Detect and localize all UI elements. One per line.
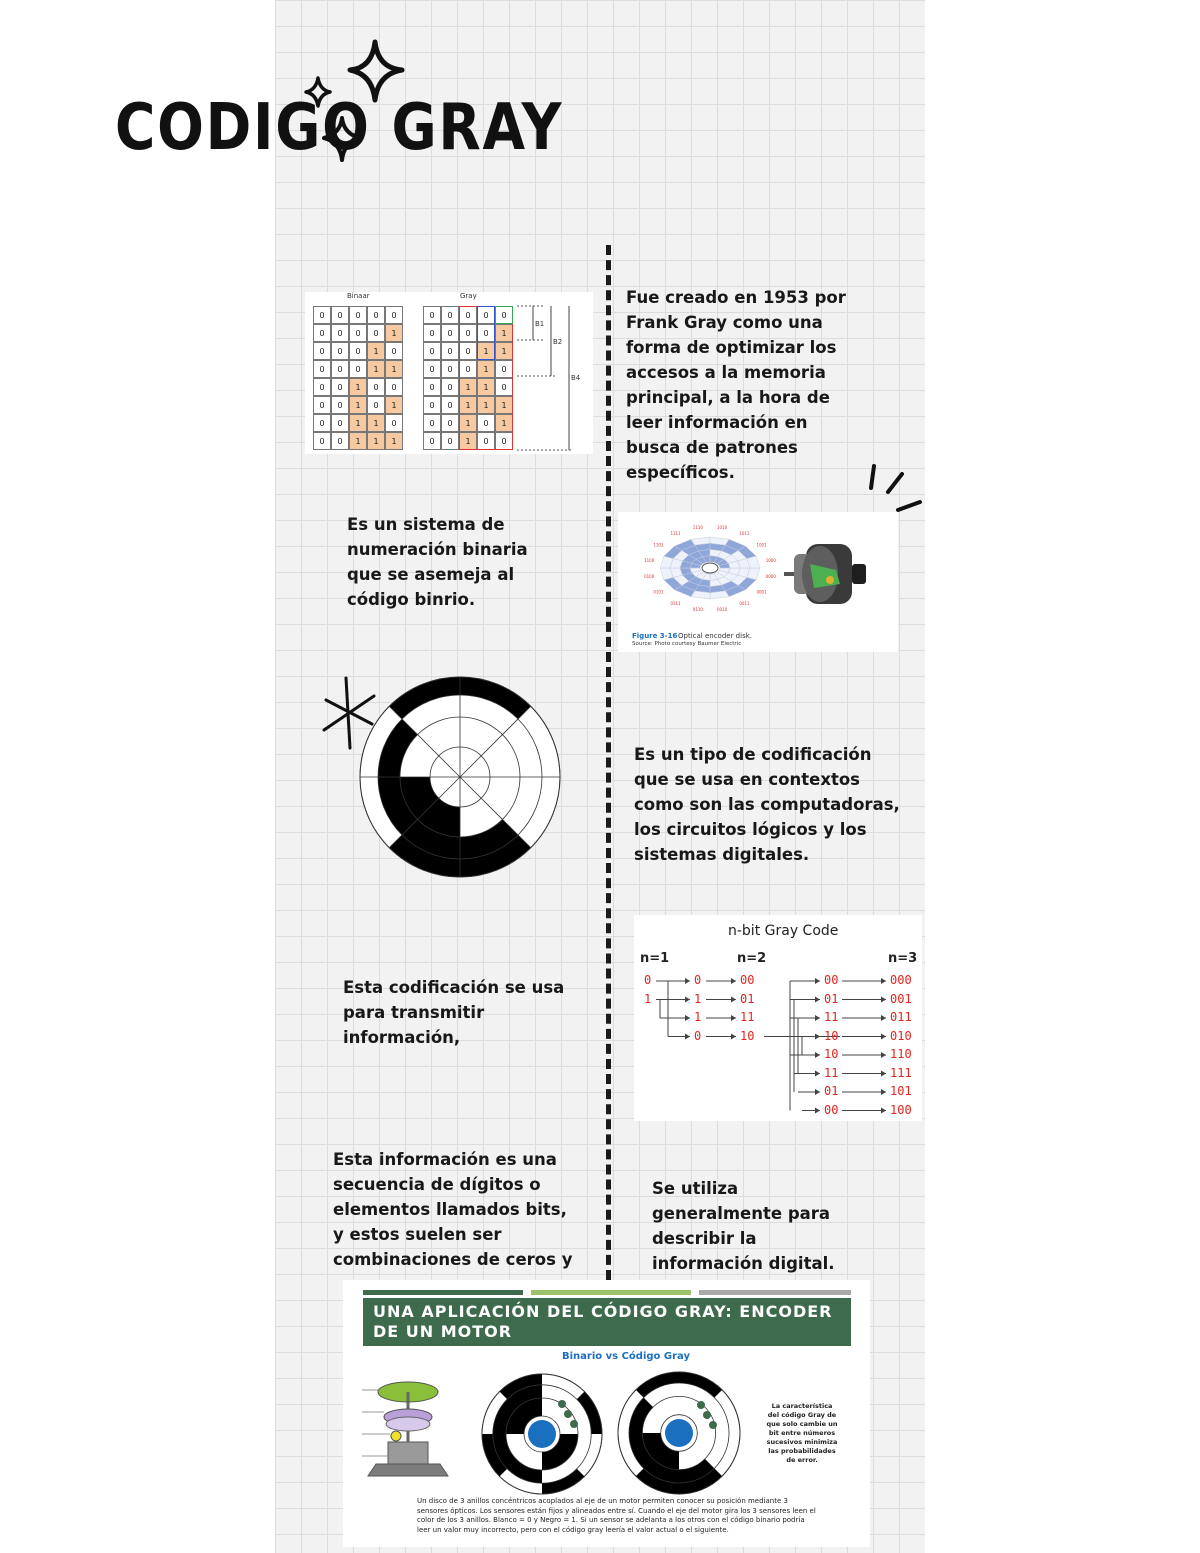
- gray-cell: 0: [459, 324, 477, 342]
- binary-cell: 1: [367, 432, 385, 450]
- binary-label: Binaar: [347, 292, 370, 300]
- connector-arrow: [815, 1052, 820, 1058]
- connector-arrow: [815, 1015, 820, 1021]
- n3-output-value: 001: [890, 991, 912, 1006]
- gray-cell: 1: [459, 432, 477, 450]
- n3-output-value: 110: [890, 1047, 912, 1061]
- connector-arrow: [731, 997, 736, 1003]
- connector-arrow: [881, 1034, 886, 1040]
- bits-paragraph: Esta información es una secuencia de dígitos o elementos llamados bits, y estos suelen ser combinaciones de ceros y: [333, 1150, 573, 1269]
- gray-cell: 0: [423, 360, 441, 378]
- encoder-code-label: 1101: [653, 542, 664, 548]
- encoder-code-label: 0100: [644, 574, 655, 580]
- gray-cell: 0: [423, 324, 441, 342]
- gray-cell: 0: [423, 378, 441, 396]
- encoder-code-label: 1100: [644, 557, 655, 563]
- gray-cell: 1: [477, 342, 495, 360]
- application-banner: UNA APLICACIÓN DEL CÓDIGO GRAY: ENCODER DE UN MOTOR: [363, 1298, 851, 1346]
- binary-disk: [480, 1372, 604, 1496]
- definition-paragraph: Es un sistema de numeración binaria que se asemeja al código binrio.: [347, 515, 528, 609]
- n3-input-value: 11: [824, 1065, 839, 1080]
- gray-cell: 1: [459, 396, 477, 414]
- gray-chart-connectors: [634, 915, 922, 1121]
- bar-green: [363, 1290, 523, 1295]
- header-n3: n=3: [888, 951, 918, 966]
- binary-cell: 1: [385, 432, 403, 450]
- n3-output-value: 010: [890, 1028, 912, 1043]
- gray-code-disk: [358, 675, 562, 879]
- encoder-code-label: 1011: [739, 531, 750, 537]
- encoder-disk: [618, 512, 898, 652]
- encoder-hub: [702, 563, 718, 573]
- bracket-b4: B4: [571, 374, 581, 382]
- connector-arrow: [881, 1052, 886, 1058]
- n2-input-value: 0: [694, 1028, 702, 1043]
- connector-arrow: [685, 978, 690, 984]
- bar-lightgreen: [531, 1290, 691, 1295]
- gray-cell: 0: [495, 306, 513, 324]
- binary-cell: 0: [313, 360, 331, 378]
- n-bit-gray-code-chart: [634, 915, 922, 1121]
- n2-input-value: 1: [694, 991, 702, 1006]
- connector-arrow: [685, 1034, 690, 1040]
- connector-arrow: [881, 1089, 886, 1095]
- gray-cell: 0: [477, 306, 495, 324]
- connector-arrow: [881, 1015, 886, 1021]
- encoder-code-label: 0010: [717, 607, 728, 613]
- sensor-dot: [558, 1400, 566, 1408]
- gray-cell: 0: [495, 360, 513, 378]
- binary-cell: 0: [349, 306, 367, 324]
- gray-label: Gray: [460, 292, 477, 300]
- encoder-caption-title: Figure 3-16: [632, 632, 678, 640]
- binary-cell: 1: [367, 342, 385, 360]
- gray-cell: 0: [423, 396, 441, 414]
- sparkle-lines-icon: [862, 462, 924, 516]
- n2-input-value: 0: [694, 973, 702, 987]
- binary-cell: 1: [349, 378, 367, 396]
- gray-cell: 1: [477, 378, 495, 396]
- gray-cell: 1: [477, 360, 495, 378]
- binary-cell: 1: [367, 414, 385, 432]
- gray-cell: 0: [441, 324, 459, 342]
- encoder-code-label: 1111: [670, 531, 681, 537]
- binary-cell: 1: [385, 360, 403, 378]
- gray-cell: 0: [441, 306, 459, 324]
- binary-cell: 1: [385, 324, 403, 342]
- n2-output-value: 11: [740, 1010, 755, 1024]
- connector-arrow: [731, 1015, 736, 1021]
- connector-arrow: [815, 997, 820, 1003]
- connector-arrow: [815, 1108, 820, 1114]
- dashed-divider: [606, 245, 611, 1280]
- n2-output-value: 00: [740, 973, 755, 987]
- n3-input-value: 01: [824, 991, 839, 1006]
- usage-contexts-paragraph: Es un tipo de codificación que se usa en contextos como son las computadoras, los circuitos lógicos y los sistemas digitales.: [634, 745, 900, 864]
- gray-cell: 0: [459, 342, 477, 360]
- connector-arrow: [815, 1071, 820, 1077]
- binary-cell: 0: [385, 378, 403, 396]
- gray-cell: 1: [495, 324, 513, 342]
- gray-cell: 0: [423, 432, 441, 450]
- gray-cell: 1: [495, 396, 513, 414]
- connector-arrow: [881, 1108, 886, 1114]
- n2-output-value: 01: [740, 991, 755, 1006]
- gray-cell: 0: [477, 324, 495, 342]
- page-title: CODIGO GRAY: [115, 91, 564, 165]
- gray-cell: 0: [423, 306, 441, 324]
- banner-color-bars: [363, 1290, 851, 1295]
- gray-cell: 1: [459, 378, 477, 396]
- gray-cell: 1: [495, 342, 513, 360]
- gray-chart-title: n-bit Gray Code: [728, 923, 839, 939]
- binary-cell: 0: [349, 342, 367, 360]
- motor-photo: [784, 544, 866, 604]
- gray-cell: 0: [441, 378, 459, 396]
- binary-cell: 0: [313, 324, 331, 342]
- gray-cell: 0: [441, 360, 459, 378]
- motor-assembly-illustration: [358, 1372, 450, 1482]
- encoder-code-label: 0000: [765, 574, 776, 580]
- application-side-note: La característica del código Gray de que solo cambie un bit entre números sucesivos minimiza las probabilidades de error.: [766, 1402, 838, 1464]
- n3-input-value: 10: [824, 1047, 839, 1061]
- application-caption: Un disco de 3 anillos concéntricos acoplados al eje de un motor permiten conocer su posición mediante 3 sensores ópticos. Los sensores están fijos y alineados entre sí. Cuando el eje del motor gira los 3 sensores leen el color de los 3 anillos. Blanco = 0 y Negro = 1. Si un sensor se adelanta a los otros con el código binario podría leer un valor muy incorrecto, pero con el código gray leería el valor actual o el siguiente.: [417, 1497, 816, 1534]
- encoder-code-label: 0011: [739, 600, 750, 606]
- gray-cell: 0: [459, 360, 477, 378]
- binary-cell: 1: [349, 414, 367, 432]
- application-subtitle: Binario vs Código Gray: [562, 1351, 690, 1362]
- binary-cell: 1: [385, 396, 403, 414]
- n3-output-value: 111: [890, 1065, 912, 1080]
- connector-arrow: [881, 978, 886, 984]
- bracket-b2: B2: [553, 338, 563, 346]
- binary-cell: 0: [331, 324, 349, 342]
- binary-cell: 0: [349, 324, 367, 342]
- encoder-code-label: 0101: [653, 589, 664, 595]
- gray-cell: 0: [423, 342, 441, 360]
- gray-cell: 0: [441, 396, 459, 414]
- binary-cell: 0: [313, 432, 331, 450]
- gray-cell: 1: [459, 414, 477, 432]
- n2-output-value: 10: [740, 1028, 755, 1043]
- binary-cell: 0: [313, 414, 331, 432]
- n3-input-value: 10: [824, 1028, 839, 1043]
- gray-cell: 0: [495, 432, 513, 450]
- header-n2: n=2: [737, 951, 767, 966]
- connector-arrow: [881, 997, 886, 1003]
- n3-output-value: 101: [890, 1084, 912, 1098]
- binary-gray-table-figure: [305, 292, 593, 454]
- binary-cell: 0: [331, 432, 349, 450]
- sensor-dot: [564, 1410, 572, 1418]
- gray-cell: 0: [459, 306, 477, 324]
- description-paragraph: Se utiliza generalmente para describir la información digital.: [652, 1179, 835, 1273]
- n3-input-value: 00: [824, 973, 839, 987]
- n3-output-value: 100: [890, 1102, 912, 1117]
- connector-arrow: [815, 1034, 820, 1040]
- binary-cell: 1: [349, 432, 367, 450]
- optical-encoder-figure: [618, 512, 898, 652]
- encoder-code-label: 0110: [692, 607, 703, 613]
- encoder-code-label: 1001: [756, 542, 767, 548]
- n1-value: 1: [644, 991, 652, 1006]
- connector-arrow: [881, 1071, 886, 1077]
- binary-cell: 0: [331, 306, 349, 324]
- binary-cell: 1: [367, 360, 385, 378]
- binary-cell: 0: [331, 360, 349, 378]
- connector-arrow: [815, 1089, 820, 1095]
- binary-cell: 0: [367, 306, 385, 324]
- n3-input-value: 11: [824, 1010, 839, 1024]
- binary-cell: 0: [367, 378, 385, 396]
- binary-cell: 0: [367, 396, 385, 414]
- encoder-code-label: 1000: [765, 557, 776, 563]
- sensor-dot: [703, 1411, 711, 1419]
- gray-cell: 0: [423, 414, 441, 432]
- gray-cell: 0: [495, 378, 513, 396]
- connector-arrow: [685, 1015, 690, 1021]
- history-paragraph: Fue creado en 1953 por Frank Gray como una forma de optimizar los accesos a la memoria principal, a la hora de leer información en busca de patrones específicos.: [626, 288, 846, 482]
- n1-value: 0: [644, 973, 652, 987]
- binary-cell: 0: [331, 342, 349, 360]
- connector-arrow: [731, 978, 736, 984]
- sensor-dot: [570, 1420, 578, 1428]
- encoder-code-label: 1110: [692, 524, 703, 530]
- binary-cell: 0: [331, 378, 349, 396]
- sensor-dot: [709, 1421, 717, 1429]
- encoder-caption-text: Optical encoder disk.: [678, 632, 752, 640]
- gray-cell: 1: [495, 414, 513, 432]
- gray-cell: 1: [477, 396, 495, 414]
- sensor-dot: [697, 1401, 705, 1409]
- binary-cell: 1: [349, 396, 367, 414]
- gray-cell: 0: [441, 414, 459, 432]
- gray-cell: 0: [441, 432, 459, 450]
- n3-input-value: 00: [824, 1102, 839, 1117]
- binary-cell: 0: [385, 306, 403, 324]
- encoder-code-label: 1010: [717, 524, 728, 530]
- n3-output-value: 000: [890, 973, 912, 987]
- shaft-circle: [665, 1419, 693, 1447]
- binary-cell: 0: [349, 360, 367, 378]
- binary-cell: 0: [313, 396, 331, 414]
- binary-cell: 0: [313, 342, 331, 360]
- binary-cell: 0: [331, 414, 349, 432]
- n3-output-value: 011: [890, 1010, 912, 1024]
- connector-arrow: [685, 997, 690, 1003]
- connector-arrow: [731, 1034, 736, 1040]
- gray-cell: 0: [477, 432, 495, 450]
- encoder-code-label: 0001: [756, 589, 767, 595]
- shaft-circle: [528, 1420, 556, 1448]
- gray-cell: 0: [441, 342, 459, 360]
- n3-input-value: 01: [824, 1084, 839, 1098]
- connector-arrow: [815, 978, 820, 984]
- header-n1: n=1: [640, 951, 670, 966]
- encoder-caption-source: Source: Photo courtesy Baumer Electric: [632, 641, 742, 647]
- transmission-paragraph: Esta codificación se usa para transmitir información,: [343, 978, 565, 1047]
- gray-disk: [616, 1370, 742, 1496]
- binary-cell: 0: [331, 396, 349, 414]
- binary-cell: 0: [313, 378, 331, 396]
- bracket-lines: [305, 292, 593, 454]
- bar-gray: [699, 1290, 851, 1295]
- gray-cell: 0: [477, 414, 495, 432]
- binary-cell: 0: [385, 342, 403, 360]
- encoder-code-label: 0111: [670, 600, 681, 606]
- bracket-b1: B1: [535, 320, 545, 328]
- binary-cell: 0: [385, 414, 403, 432]
- binary-cell: 0: [367, 324, 385, 342]
- n2-input-value: 1: [694, 1010, 702, 1024]
- binary-cell: 0: [313, 306, 331, 324]
